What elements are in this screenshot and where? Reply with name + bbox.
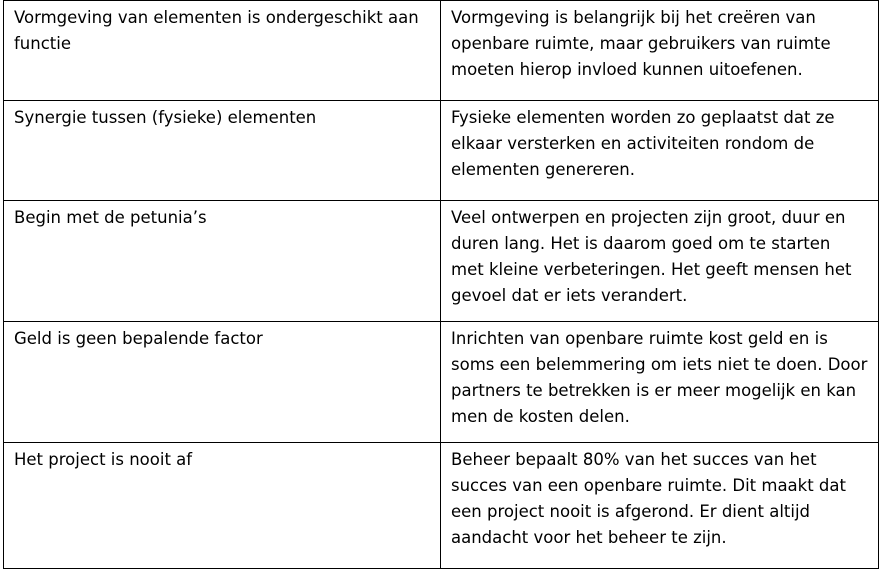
table-row bbox=[4, 322, 879, 443]
table-row bbox=[4, 201, 879, 322]
description-cell bbox=[441, 443, 879, 569]
principle-cell bbox=[4, 322, 441, 443]
principle-cell bbox=[4, 201, 441, 322]
description-cell bbox=[441, 101, 879, 201]
principle-cell bbox=[4, 1, 441, 101]
description-cell bbox=[441, 1, 879, 101]
description-cell bbox=[441, 201, 879, 322]
principles-table bbox=[3, 0, 879, 569]
description-text: Inrichten van openbare ruimte kost geld en is soms een belemmering om iets niet te doen. Door partners te betrekken is er meer mogelijk en kan men de kosten delen. bbox=[451, 329, 868, 426]
description-text: Vormgeving is belangrijk bij het creëren van openbare ruimte, maar gebruikers van ruimte moeten hierop invloed kunnen uitoefenen. bbox=[451, 8, 831, 79]
table-row bbox=[4, 1, 879, 101]
principle-cell bbox=[4, 443, 441, 569]
principle-text: Het project is nooit af bbox=[14, 450, 193, 469]
principle-text: Synergie tussen (fysieke) elementen bbox=[14, 108, 317, 127]
description-text: Beheer bepaalt 80% van het succes van het succes van een openbare ruimte. Dit maakt dat een project nooit is afgerond. Er dient altijd aandacht voor het beheer te zijn. bbox=[451, 450, 846, 547]
principle-text: Geld is geen bepalende factor bbox=[14, 329, 263, 348]
description-text: Fysieke elementen worden zo geplaatst dat ze elkaar versterken en activiteiten rondom de elementen genereren. bbox=[451, 108, 835, 179]
table-row bbox=[4, 101, 879, 201]
principle-text: Begin met de petunia’s bbox=[14, 208, 207, 227]
description-cell bbox=[441, 322, 879, 443]
principle-text: Vormgeving van elementen is ondergeschikt aan functie bbox=[14, 8, 419, 53]
description-text: Veel ontwerpen en projecten zijn groot, duur en duren lang. Het is daarom goed om te starten met kleine verbeteringen. Het geeft mensen het gevoel dat er iets verandert. bbox=[451, 208, 852, 305]
table-row bbox=[4, 443, 879, 569]
principle-cell bbox=[4, 101, 441, 201]
